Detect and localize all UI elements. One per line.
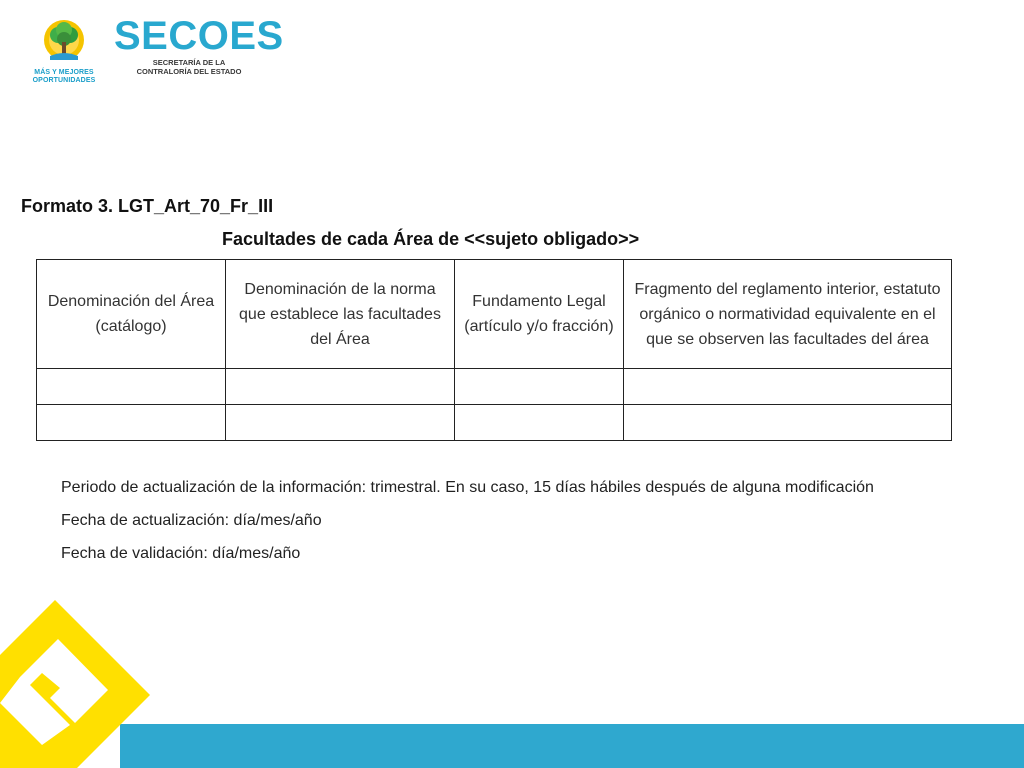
table-header-row: [37, 260, 952, 369]
table-row: [37, 369, 952, 405]
government-logo: [28, 18, 100, 84]
facultades-table: [36, 259, 952, 441]
update-period-note: Periodo de actualización de la información: trimestral. En su caso, 15 días hábiles después de alguna modificación: [61, 479, 874, 496]
tagline-line2: OPORTUNIDADES: [32, 77, 96, 84]
table-cell: [455, 369, 624, 405]
tagline-line1: MÁS Y MEJORES: [34, 69, 94, 76]
table-cell: [455, 405, 624, 441]
footer-band: [120, 724, 1024, 768]
document-title: Facultades de cada Área de <<sujeto obligado>>: [222, 229, 640, 249]
table-row: [37, 405, 952, 441]
secoes-logo: [114, 14, 284, 76]
table-cell: [226, 369, 455, 405]
yellow-spiral-decoration: [0, 595, 160, 768]
table-cell: [37, 369, 226, 405]
brand-name: SECOES: [114, 14, 284, 58]
table-cell: [226, 405, 455, 441]
table-cell: [37, 405, 226, 441]
tree-icon: [36, 18, 92, 68]
table-cell: [624, 405, 952, 441]
update-date-note: Fecha de actualización: día/mes/año: [61, 512, 322, 529]
validation-date-note: Fecha de validación: día/mes/año: [61, 545, 301, 562]
brand-sub-line2: CONTRALORÍA DEL ESTADO: [136, 67, 242, 76]
format-label: Formato 3. LGT_Art_70_Fr_III: [21, 196, 274, 216]
header-fragmento-reglamento: Fragmento del reglamento interior, estatuto orgánico o normatividad equivalente en el que se observen las facultades del área: [624, 260, 952, 369]
brand-sub-line1: SECRETARÍA DE LA: [152, 58, 226, 67]
header-denominacion-norma: Denominación de la norma que establece las facultades del Área: [226, 260, 455, 369]
notes: [61, 477, 874, 576]
header-fundamento-legal: Fundamento Legal (artículo y/o fracción): [455, 260, 624, 369]
table-cell: [624, 369, 952, 405]
header-denominacion-area: Denominación del Área (catálogo): [37, 260, 226, 369]
